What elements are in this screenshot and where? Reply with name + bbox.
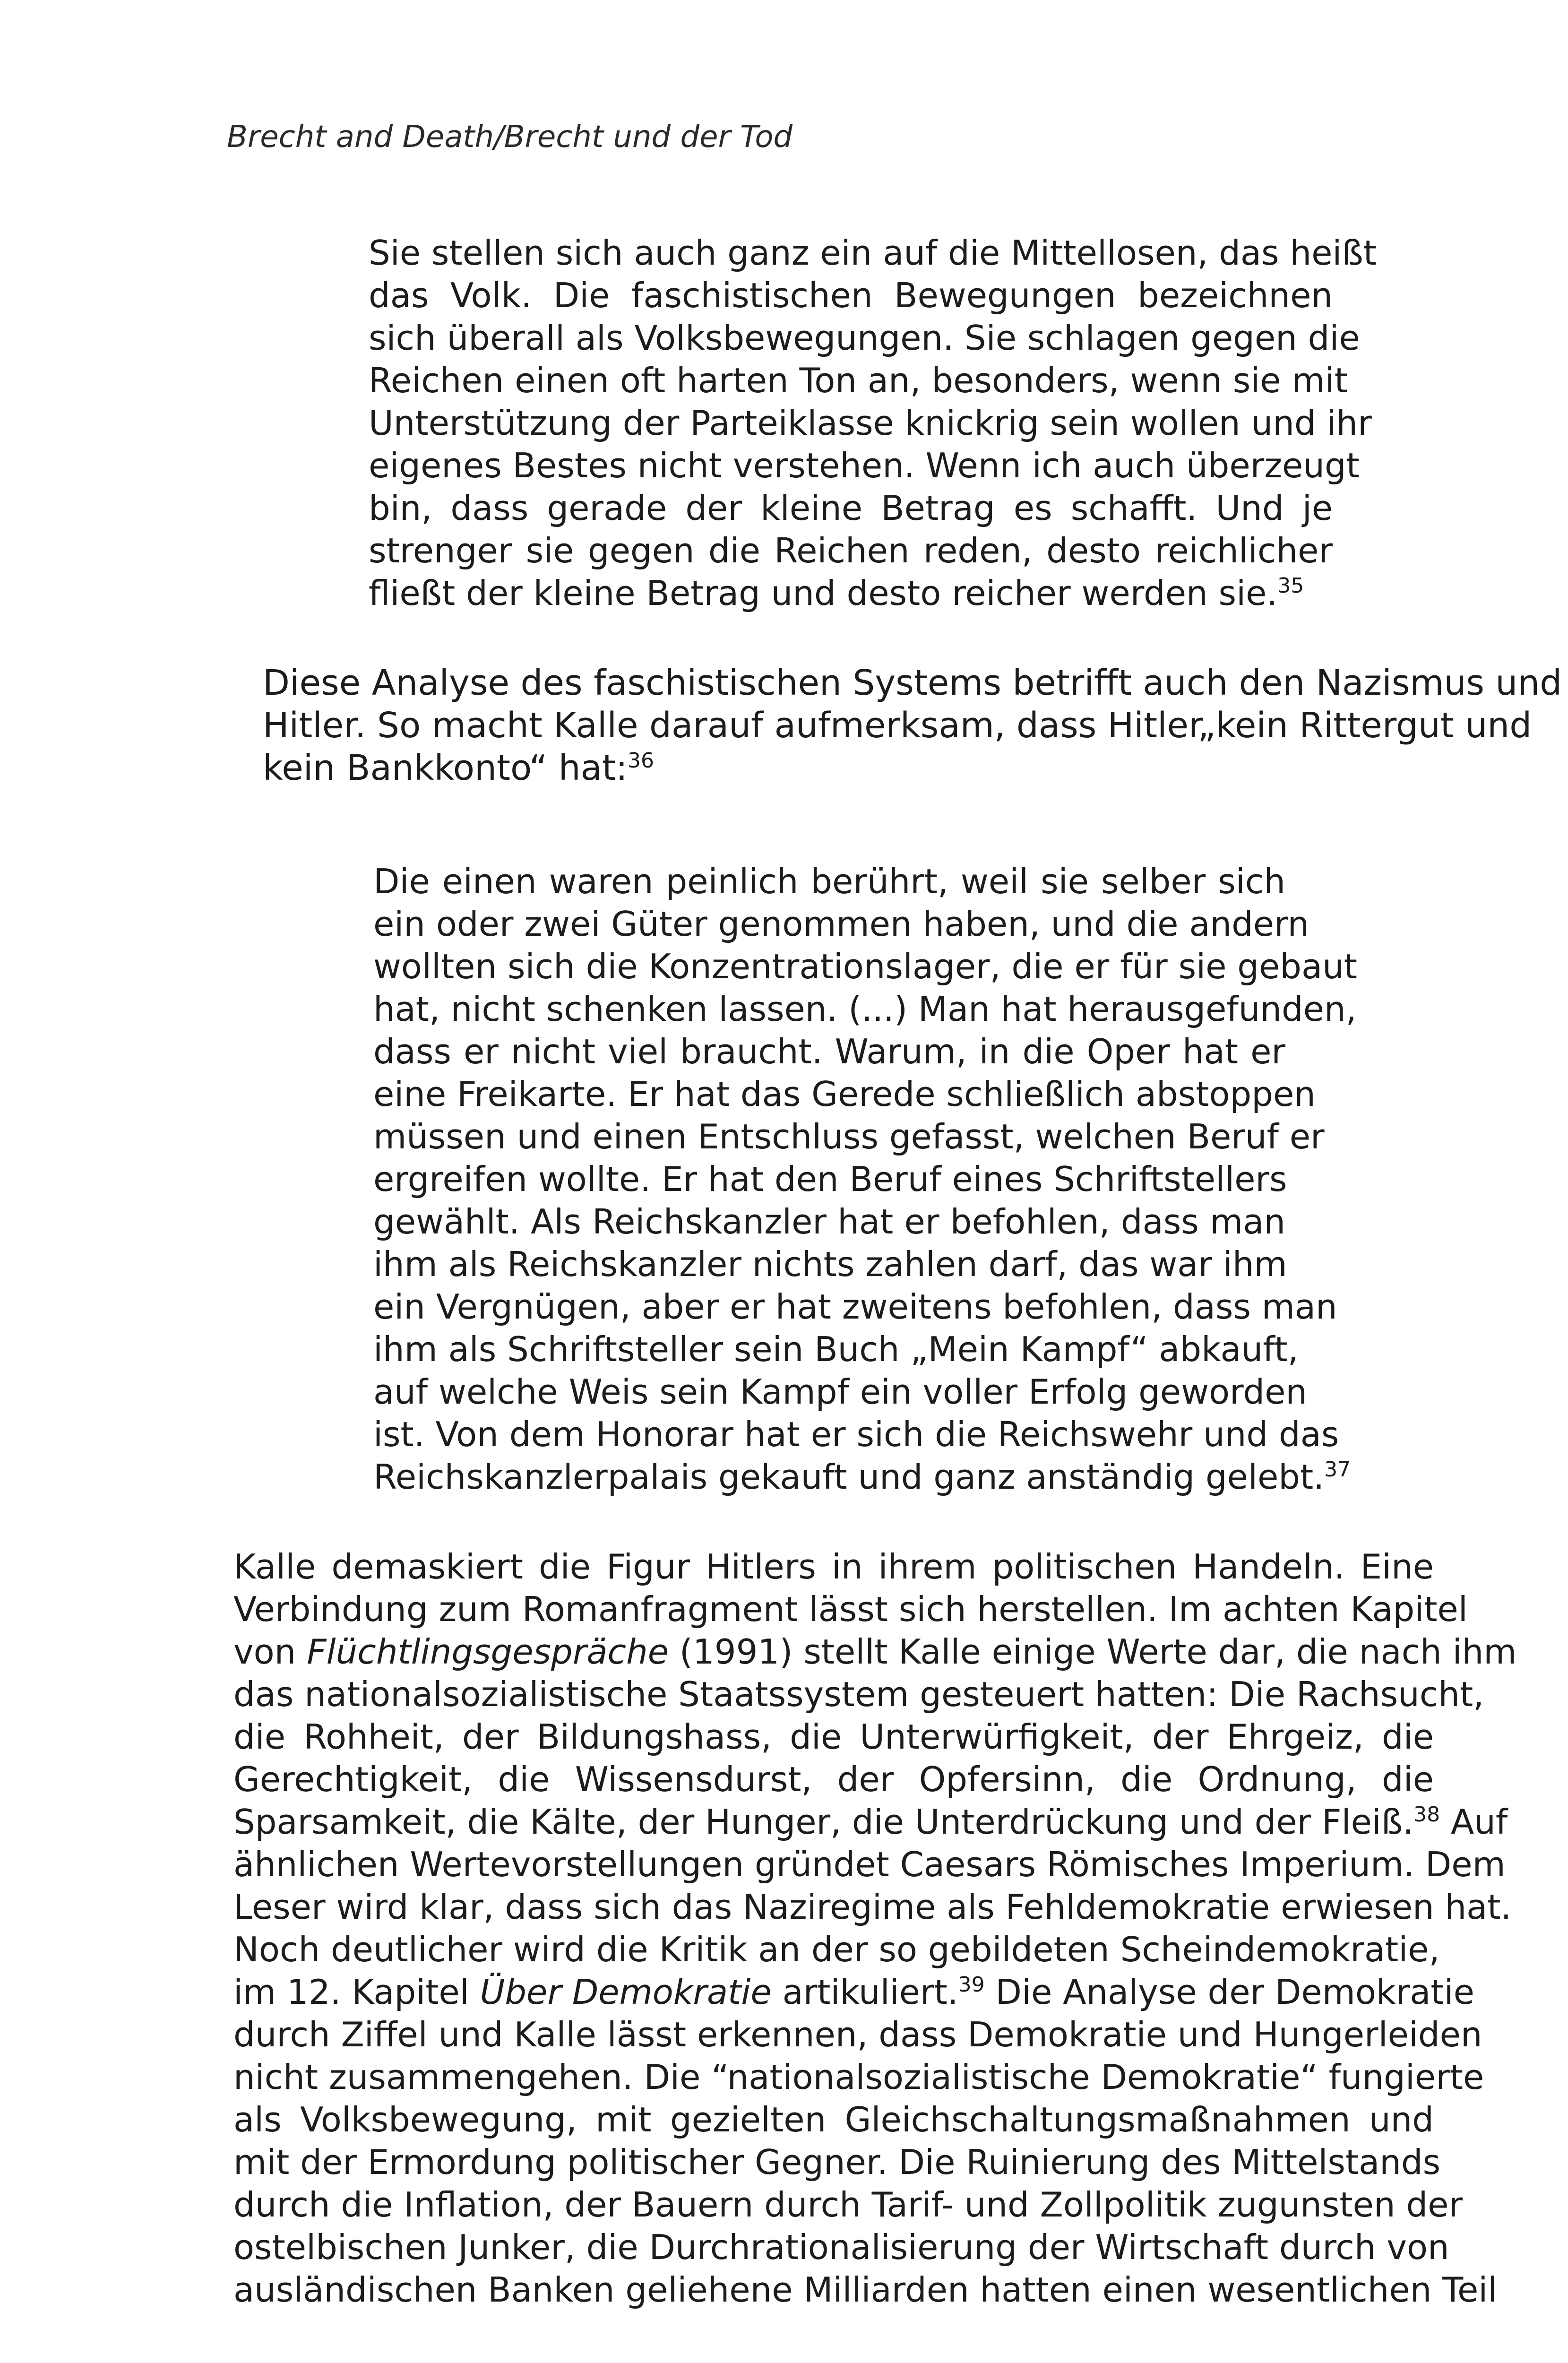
- footnote-marker-36: 36: [627, 749, 654, 773]
- block-quote-1: [369, 232, 1377, 614]
- quote-line: eine Freikarte. Er hat das Gerede schließlich abstoppen: [373, 1074, 1316, 1114]
- body-line: durch die Inflation, der Bauern durch Tarif- und Zollpolitik zugunsten der: [233, 2185, 1463, 2225]
- quote-line: auf welche Weis sein Kampf ein voller Erfolg geworden: [373, 1372, 1307, 1412]
- quote-line: ein Vergnügen, aber er hat zweitens befohlen, dass man: [373, 1287, 1337, 1327]
- body-line: Leser wird klar, dass sich das Naziregime als Fehldemokratie erwiesen hat.: [233, 1887, 1512, 1927]
- quote-line: Sie stellen sich auch ganz ein auf die Mittellosen, das heißt: [369, 233, 1377, 273]
- body-line: [233, 1630, 1517, 1673]
- body-line: [233, 1971, 1474, 2013]
- body-line: mit der Ermordung politischer Gegner. Die Ruinierung des Mittelstands: [233, 2142, 1441, 2182]
- quote-line: Reichen einen oft harten Ton an, besonders, wenn sie mit: [369, 361, 1348, 400]
- quote-line: ergreifen wollte. Er hat den Beruf eines Schriftstellers: [373, 1159, 1287, 1199]
- body-line: ostelbischen Junker, die Durchrationalisierung der Wirtschaft durch von: [233, 2227, 1449, 2267]
- quote-line: strenger sie gegen die Reichen reden, desto reichlicher: [369, 531, 1333, 570]
- running-head: Brecht and Death/Brecht und der Tod: [227, 120, 793, 155]
- body-line: Gerechtigkeit, die Wissensdurst, der Opfersinn, die Ordnung, die: [233, 1759, 1434, 1799]
- body-line: das nationalsozialistische Staatssystem gesteuert hatten: Die Rachsucht,: [233, 1674, 1484, 1714]
- quote-line-text: Reichskanzlerpalais gekauft und ganz anständig gelebt.: [373, 1457, 1325, 1497]
- body-line: als Volksbewegung, mit gezielten Gleichschaltungsmaßnahmen und: [233, 2100, 1434, 2139]
- quote-line: wollten sich die Konzentrationslager, die er für sie gebaut: [373, 947, 1357, 986]
- quote-line: Unterstützung der Parteiklasse knickrig sein wollen und ihr: [369, 403, 1372, 443]
- quote-line: ist. Von dem Honorar hat er sich die Reichswehr und das: [373, 1414, 1339, 1454]
- quote-line-last: [369, 572, 1333, 614]
- body-line: nicht zusammengehen. Die “nationalsozialistische Demokratie“ fungierte: [233, 2057, 1484, 2097]
- chapter-title: Über Demokratie: [480, 1972, 772, 2012]
- body-line-text: von: [233, 1632, 307, 1672]
- block-quote-2: [373, 860, 1357, 1498]
- paragraph-line: Hitler. So macht Kalle darauf aufmerksam, dass Hitler„kein Rittergut und: [263, 705, 1532, 746]
- body-line: [233, 1801, 1508, 1843]
- footnote-marker-37: 37: [1324, 1457, 1351, 1482]
- quote-line: sich überall als Volksbewegungen. Sie schlagen gegen die: [369, 318, 1360, 358]
- body-line-text: Sparsamkeit, die Kälte, der Hunger, die Unterdrückung und der Fleiß.: [233, 1802, 1414, 1842]
- quote-line: ihm als Schriftsteller sein Buch „Mein Kampf“ abkauft,: [373, 1329, 1299, 1369]
- book-title: Flüchtlingsgespräche: [307, 1632, 669, 1672]
- quote-line: ein oder zwei Güter genommen haben, und die andern: [373, 904, 1310, 944]
- body-line: Noch deutlicher wird die Kritik an der so gebildeten Scheindemokratie,: [233, 1930, 1440, 1969]
- quote-line-text: fließt der kleine Betrag und desto reicher werden sie.: [369, 573, 1278, 613]
- paragraph-line: Diese Analyse des faschistischen Systems betrifft auch den Nazismus und: [263, 663, 1562, 703]
- body-line: ausländischen Banken geliehene Milliarden hatten einen wesentlichen Teil: [233, 2270, 1498, 2310]
- quote-line: hat, nicht schenken lassen. (...) Man hat herausgefunden,: [373, 989, 1357, 1029]
- footnote-marker-35: 35: [1277, 574, 1304, 598]
- quote-line: bin, dass gerade der kleine Betrag es schafft. Und je: [369, 488, 1333, 528]
- paragraph-line-last: [263, 747, 1421, 789]
- body-line-text: Die Analyse der Demokratie: [984, 1972, 1474, 2012]
- quote-line: ihm als Reichskanzler nichts zahlen darf, das war ihm: [373, 1244, 1287, 1284]
- body-line: die Rohheit, der Bildungshass, die Unterwürfigkeit, der Ehrgeiz, die: [233, 1717, 1434, 1757]
- paragraph-line-text: kein Bankkonto“ hat:: [263, 748, 628, 788]
- footnote-marker-38: 38: [1413, 1802, 1440, 1827]
- quote-line: eigenes Bestes nicht verstehen. Wenn ich auch überzeugt: [369, 446, 1360, 485]
- paragraph-2: [233, 1545, 1517, 2311]
- body-line: Kalle demaskiert die Figur Hitlers in ihrem politischen Handeln. Eine: [233, 1547, 1434, 1587]
- quote-line: dass er nicht viel braucht. Warum, in die Oper hat er: [373, 1032, 1285, 1071]
- quote-line: müssen und einen Entschluss gefasst, welchen Beruf er: [373, 1117, 1325, 1156]
- body-line-text: im 12. Kapitel: [233, 1972, 480, 2012]
- paragraph-1: [263, 662, 1562, 789]
- quote-line: das Volk. Die faschistischen Bewegungen bezeichnen: [369, 276, 1333, 315]
- body-line: Verbindung zum Romanfragment lässt sich herstellen. Im achten Kapitel: [233, 1589, 1468, 1629]
- body-line-text: Auf: [1440, 1802, 1508, 1842]
- body-line: ähnlichen Wertevorstellungen gründet Caesars Römisches Imperium. Dem: [233, 1845, 1506, 1884]
- body-line: durch Ziffel und Kalle lässt erkennen, dass Demokratie und Hungerleiden: [233, 2015, 1482, 2054]
- quote-line-last: [373, 1456, 1351, 1498]
- body-line-text: artikuliert.: [771, 1972, 958, 2012]
- footnote-marker-39: 39: [958, 1973, 985, 1997]
- quote-line: gewählt. Als Reichskanzler hat er befohlen, dass man: [373, 1202, 1285, 1242]
- quote-line: Die einen waren peinlich berührt, weil sie selber sich: [373, 862, 1285, 901]
- body-line-text: (1991) stellt Kalle einige Werte dar, die nach ihm: [669, 1632, 1517, 1672]
